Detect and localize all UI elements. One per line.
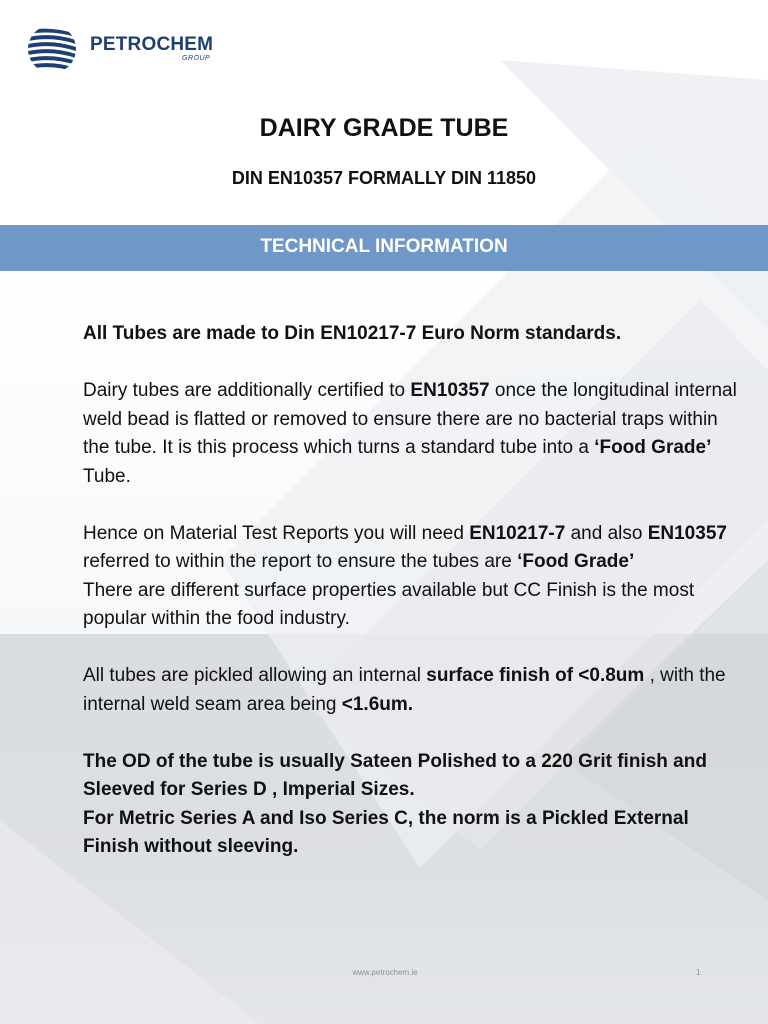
text-span: once the longitudinal internal weld bead is flatted or removed to ensure there are no bacterial traps within the tube. It is this process which turns a standard tube into a: [83, 380, 737, 458]
text-span: and also: [565, 522, 648, 544]
logo-group-label: GROUP: [182, 55, 211, 62]
paragraph-od-polish: The OD of the tube is usually Sateen Polished to a 220 Grit finish and Sleeved for Series D , Imperial Sizes.: [83, 750, 707, 800]
paragraph-surface-properties: There are different surface properties available but CC Finish is the most popular within the food industry.: [83, 579, 695, 629]
text-span: Dairy tubes are additionally certified to: [83, 380, 411, 401]
text-span: Tube.: [83, 465, 131, 487]
paragraph-standards: All Tubes are made to Din EN10217-7 Euro Norm standards.: [83, 323, 622, 344]
paragraph-certification: [83, 377, 743, 491]
paragraph-test-reports: [83, 520, 743, 577]
paragraph-metric-series: For Metric Series A and Iso Series C, the norm is a Pickled External Finish without sleeving.: [83, 807, 689, 857]
petrochem-logo: [26, 24, 226, 76]
page-number: 1: [696, 968, 701, 977]
section-banner: [0, 225, 768, 271]
globe-logo-icon: [26, 24, 78, 74]
logo-wordmark: PETROCHEM: [90, 34, 214, 55]
section-banner-label: TECHNICAL INFORMATION: [260, 236, 508, 257]
bold-span: EN10357: [647, 522, 727, 544]
bold-span: ‘Food Grade’: [594, 437, 712, 458]
page-title: DAIRY GRADE TUBE: [259, 114, 509, 142]
text-span: Hence on Material Test Reports you will need: [83, 522, 470, 544]
bold-span: ‘Food Grade’: [517, 551, 635, 572]
bold-span: EN10357: [410, 380, 490, 401]
text-span: All tubes are pickled allowing an internal: [83, 665, 427, 686]
bold-span: <1.6um.: [341, 693, 414, 715]
bold-span: surface finish of <0.8um: [426, 665, 645, 686]
text-span: referred to within the report to ensure the tubes are: [83, 551, 518, 572]
paragraph-pickled-finish: [83, 662, 743, 719]
document-body: [83, 320, 743, 862]
text-span: , with the internal weld seam area being: [83, 665, 726, 715]
page-subtitle: DIN EN10357 FORMALLY DIN 11850: [231, 168, 537, 188]
footer-website: www.petrochem.ie: [352, 968, 418, 977]
bold-span: EN10217-7: [469, 522, 566, 544]
